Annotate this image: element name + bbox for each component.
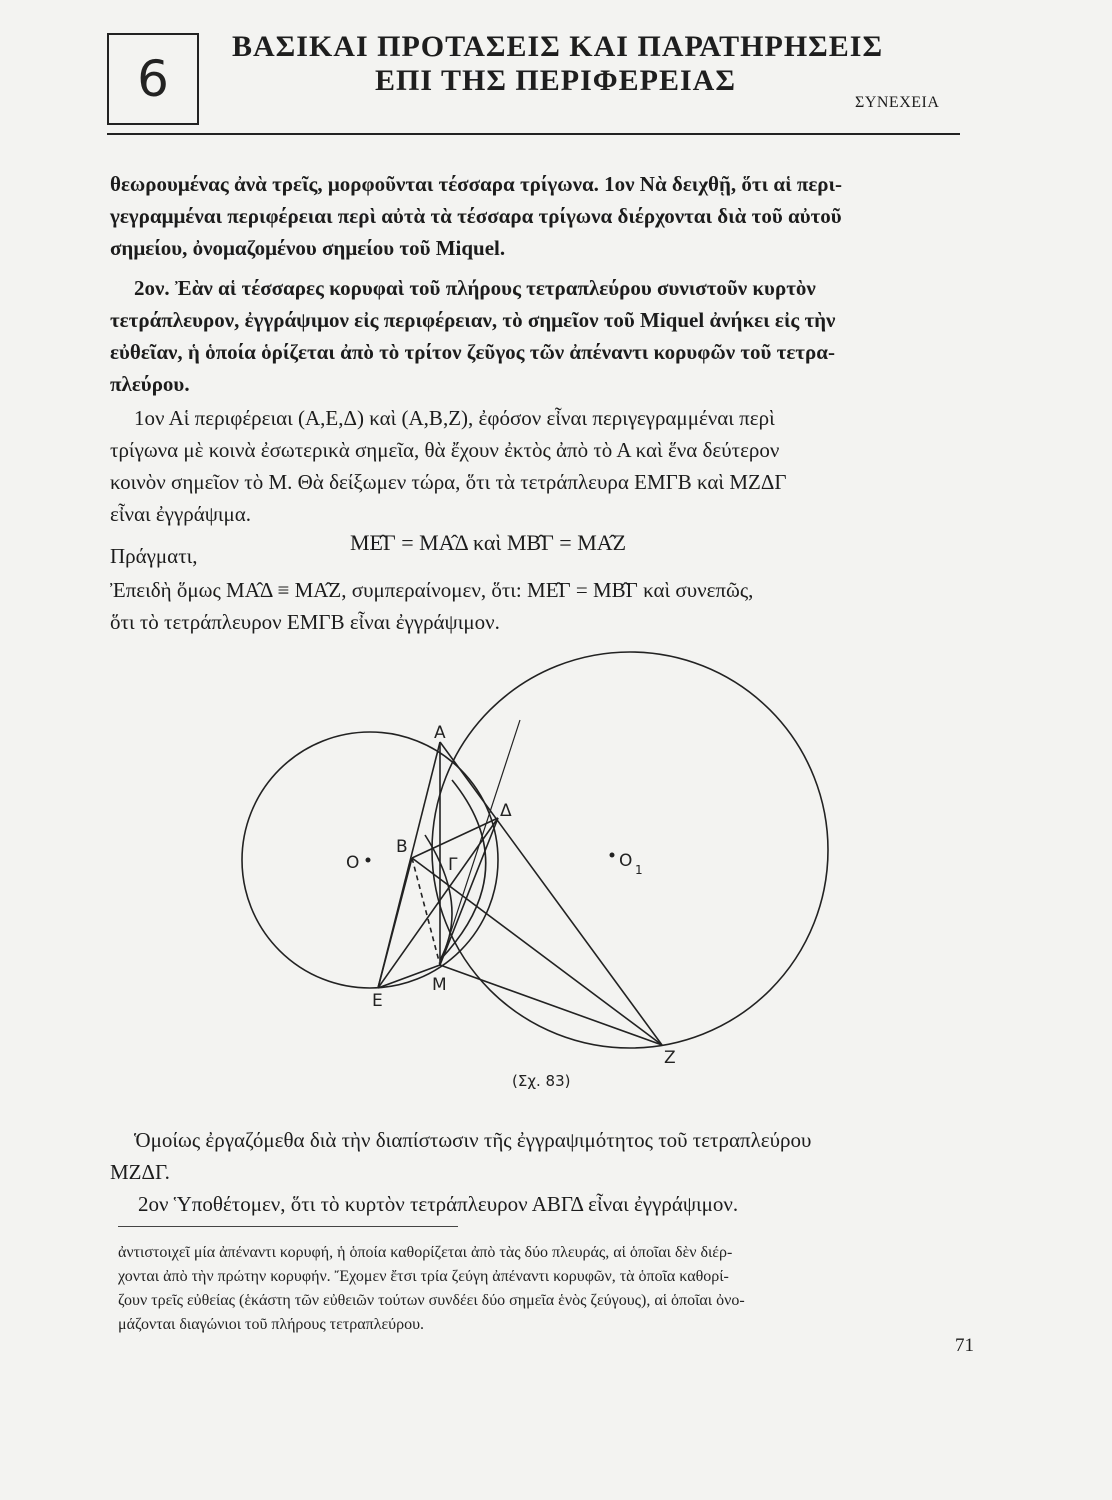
- line-BZ: [412, 858, 662, 1045]
- p2-line1: 2ον. Ἐὰν αἱ τέσσαρες κορυφαὶ τοῦ πλήρους τετραπλεύρου συνιστοῦν κυρτὸν: [134, 276, 816, 300]
- arc-small: [440, 780, 486, 960]
- label-O1-sub: 1: [635, 863, 643, 877]
- label-O: Ο: [346, 853, 360, 873]
- p3-line1: 1ον Αἱ περιφέρειαι (Α,Ε,Δ) καὶ (Α,Β,Ζ), ἐφόσον εἶναι περιγεγραμμέναι περὶ: [134, 406, 775, 430]
- p5-line2: ΜΖΔΓ.: [110, 1160, 170, 1184]
- equation-line: ΜΕ̂Γ = ΜΑ̂Δ καὶ ΜΒ̂Γ = ΜΑ̂Ζ: [350, 530, 627, 555]
- p2-line3: εὐθεῖαν, ἡ ὁποία ὁρίζεται ἀπὸ τὸ τρίτον ζεῦγος τῶν ἀπέναντι κορυφῶν τοῦ τετρα-: [110, 340, 835, 364]
- p3-line4: εἶναι ἐγγράψιμα.: [110, 502, 252, 526]
- label-G: Γ: [448, 855, 458, 875]
- chapter-number-box: 6: [107, 33, 199, 125]
- label-E: Ε: [372, 991, 383, 1011]
- line-BE: [378, 858, 412, 988]
- label-O1: Ο: [619, 851, 633, 871]
- p2-line2: τετράπλευρον, ἐγγράψιμον εἰς περιφέρειαν, τὸ σημεῖον τοῦ Miquel ἀνήκει εἰς τὴν: [110, 308, 836, 332]
- page-number: 71: [955, 1335, 974, 1356]
- footnote-line1: ἀντιστοιχεῖ μία ἀπέναντι κορυφή, ἡ ὁποία καθορίζεται ἀπὸ τὰς δύο πλευράς, αἱ ὁποῖαι δὲν διέρ-: [118, 1244, 733, 1261]
- center-O1-dot: [610, 853, 615, 858]
- p6-line1: 2ον Ὑποθέτομεν, ὅτι τὸ κυρτὸν τετράπλευρον ΑΒΓΔ εἶναι ἐγγράψιμον.: [138, 1192, 739, 1216]
- footnote-line4: μάζονται διαγώνιοι τοῦ πλήρους τετραπλεύρου.: [118, 1316, 424, 1333]
- p5-line1: Ὁμοίως ἐργαζόμεθα διὰ τὴν διαπίστωσιν τῆς ἐγγραψιμότητος τοῦ τετραπλεύρου: [134, 1128, 812, 1152]
- circle-O1: [432, 652, 828, 1048]
- equation-intro: Πράγματι,: [110, 544, 198, 568]
- p1-line1: θεωρουμένας ἀνὰ τρεῖς, μορφοῦνται τέσσαρα τρίγωνα. 1ον Νὰ δειχθῇ, ὅτι αἱ περι-: [110, 172, 843, 196]
- line-BM-dashed: [412, 858, 440, 965]
- p2-line4: πλεύρου.: [110, 372, 190, 396]
- line-M-up: [440, 720, 520, 965]
- footnote-line2: χονται ἀπὸ τὴν πρώτην κορυφήν. Ἔχομεν ἔτσι τρία ζεύγη ἀπέναντι κορυφῶν, τὰ ὁποῖα καθορί-: [118, 1268, 729, 1285]
- label-Z: Ζ: [664, 1048, 676, 1068]
- line-EM: [378, 965, 440, 988]
- p3-line2: τρίγωνα μὲ κοινὰ ἐσωτερικὰ σημεῖα, θὰ ἔχουν ἐκτὸς ἀπὸ τὸ Α καὶ ἕνα δεύτερον: [110, 438, 780, 462]
- label-B: Β: [396, 837, 408, 857]
- p4-line2: ὅτι τὸ τετράπλευρον ΕΜΓΒ εἶναι ἐγγράψιμον.: [110, 610, 500, 634]
- label-A: Α: [434, 723, 446, 743]
- p1-line3: σημείου, ὀνομαζομένου σημείου τοῦ Miquel.: [110, 236, 506, 260]
- footnote-line3: ζουν τρεῖς εὐθείας (ἑκάστη τῶν εὐθειῶν τούτων συνδέει δύο σημεῖα ἑνὸς ζεύγους), αἱ ὁποῖαι ὀνο-: [118, 1292, 745, 1309]
- figure-caption: (Σχ. 83): [512, 1072, 571, 1090]
- footnote-rule: [118, 1226, 458, 1227]
- chapter-title-line2: ΕΠΙ ΤΗΣ ΠΕΡΙΦΕΡΕΙΑΣ: [375, 64, 736, 97]
- continued-label: ΣΥΝΕΧΕΙΑ: [855, 94, 940, 111]
- chapter-title-line1: ΒΑΣΙΚΑΙ ΠΡΟΤΑΣΕΙΣ ΚΑΙ ΠΑΡΑΤΗΡΗΣΕΙΣ: [232, 30, 884, 63]
- label-M: Μ: [432, 975, 447, 995]
- p1-line2: γεγραμμέναι περιφέρειαι περὶ αὐτὰ τὰ τέσσαρα τρίγωνα διέρχονται διὰ τοῦ αὐτοῦ: [110, 204, 842, 228]
- p3-line3: κοινὸν σημεῖον τὸ Μ. Θὰ δείξωμεν τώρα, ὅτι τὰ τετράπλευρα ΕΜΓΒ καὶ ΜΖΔΓ: [110, 470, 787, 494]
- line-MZ: [440, 965, 662, 1045]
- p4-line1: Ἐπειδὴ ὅμως ΜΑ̂Δ ≡ ΜΑ̂Ζ, συμπεραίνομεν, ὅτι: ΜΕ̂Γ = ΜΒ̂Γ καὶ συνεπῶς,: [110, 578, 754, 602]
- center-O-dot: [366, 858, 371, 863]
- line-AZ: [440, 742, 662, 1045]
- label-D: Δ: [500, 801, 512, 821]
